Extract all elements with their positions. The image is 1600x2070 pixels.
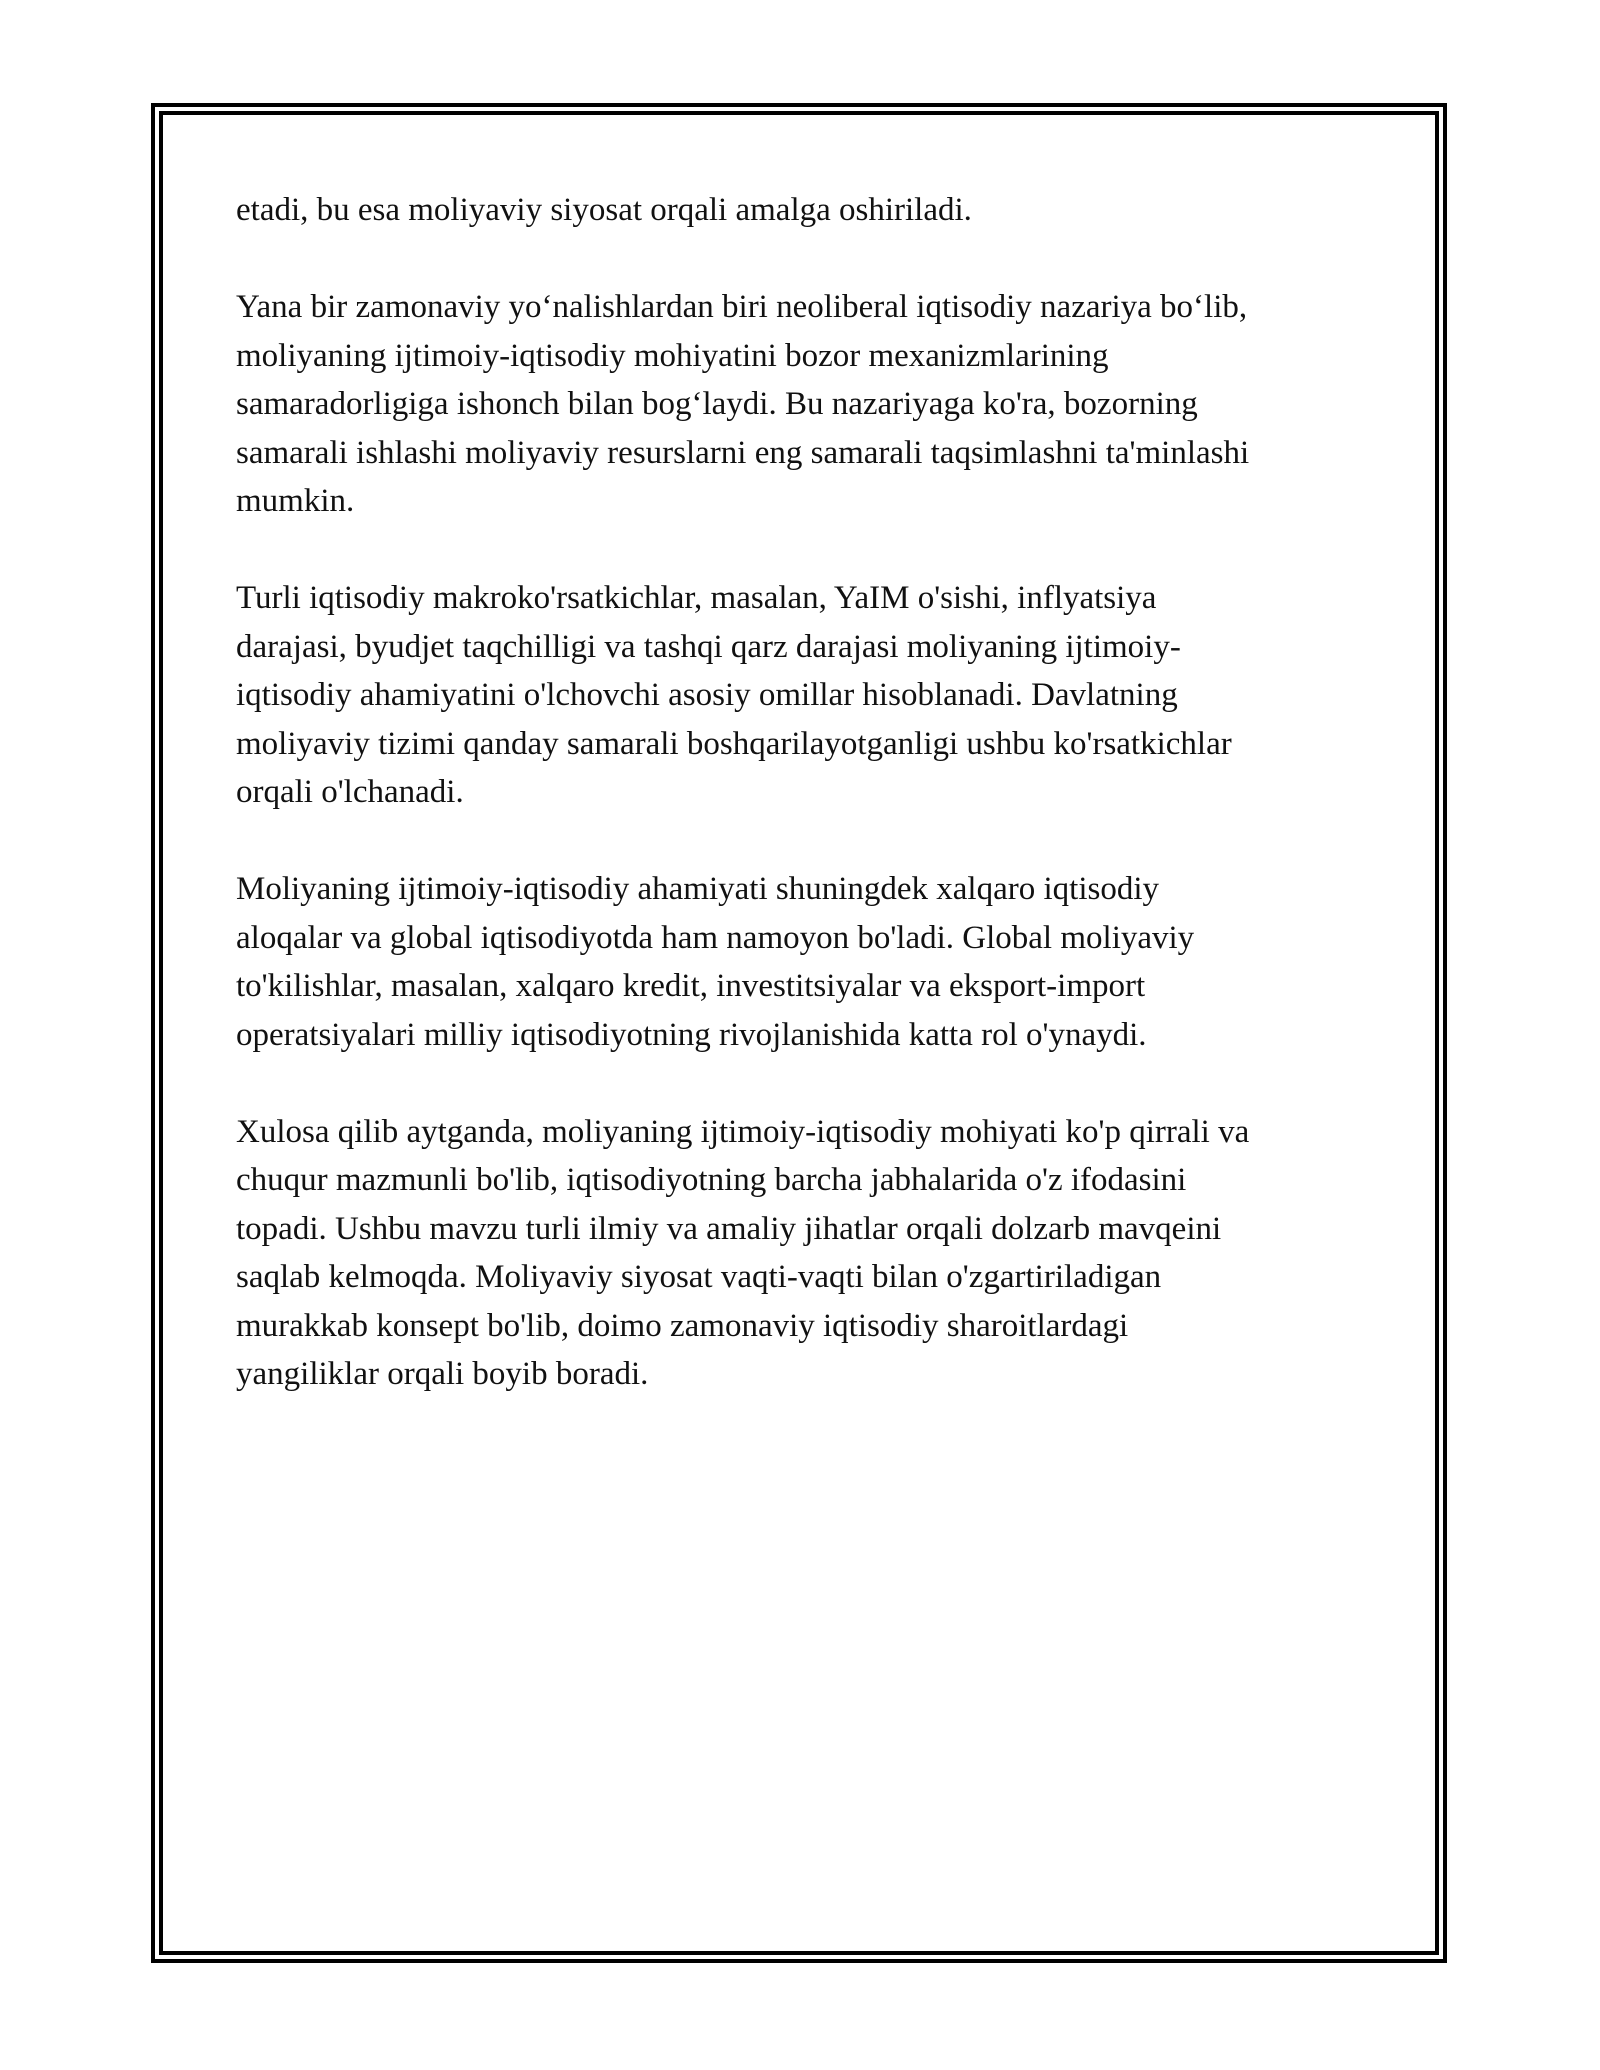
paragraph: etadi, bu esa moliyaviy siyosat orqali amalga oshiriladi.: [236, 192, 972, 228]
document-body: [236, 186, 1366, 1447]
paragraph: Yana bir zamonaviy yo‘nalishlardan biri neoliberal iqtisodiy nazariya bo‘lib, moliyaning ijtimoiy-iqtisodiy mohiyatini bozor mexanizmlarining samaradorligiga ishonch bilan bog‘laydi. Bu nazariyaga ko'ra, bozorning samarali ishlashi moliyaviy resurslarni eng samarali taqsimlashni ta'minlashi mumkin.: [236, 289, 1250, 519]
paragraph: Moliyaning ijtimoiy-iqtisodiy ahamiyati shuningdek xalqaro iqtisodiy aloqalar va global iqtisodiyotda ham namoyon bo'ladi. Global moliyaviy to'kilishlar, masalan, xalqaro kredit, investitsiyalar va eksport-import operatsiyalari milliy iqtisodiyotning rivojlanishida katta rol o'ynaydi.: [236, 871, 1195, 1053]
paragraph: Turli iqtisodiy makroko'rsatkichlar, masalan, YaIM o'sishi, inflyatsiya darajasi, byudjet taqchilligi va tashqi qarz darajasi moliyaning ijtimoiy- iqtisodiy ahamiyatini o'lchovchi asosiy omillar hisoblanadi. Davlatning moliyaviy tizimi qanday samarali boshqarilayotganligi ushbu ko'rsatkichlar orqali o'lchanadi.: [236, 580, 1232, 810]
paragraph: Xulosa qilib aytganda, moliyaning ijtimoiy-iqtisodiy mohiyati ko'p qirrali va chuqur mazmunli bo'lib, iqtisodiyotning barcha jabhalarida o'z ifodasini topadi. Ushbu mavzu turli ilmiy va amaliy jihatlar orqali dolzarb mavqeini saqlab kelmoqda. Moliyaviy siyosat vaqti-vaqti bilan o'zgartiriladigan murakkab konsept bo'lib, doimo zamonaviy iqtisodiy sharoitlardagi yangiliklar orqali boyib boradi.: [236, 1113, 1250, 1392]
